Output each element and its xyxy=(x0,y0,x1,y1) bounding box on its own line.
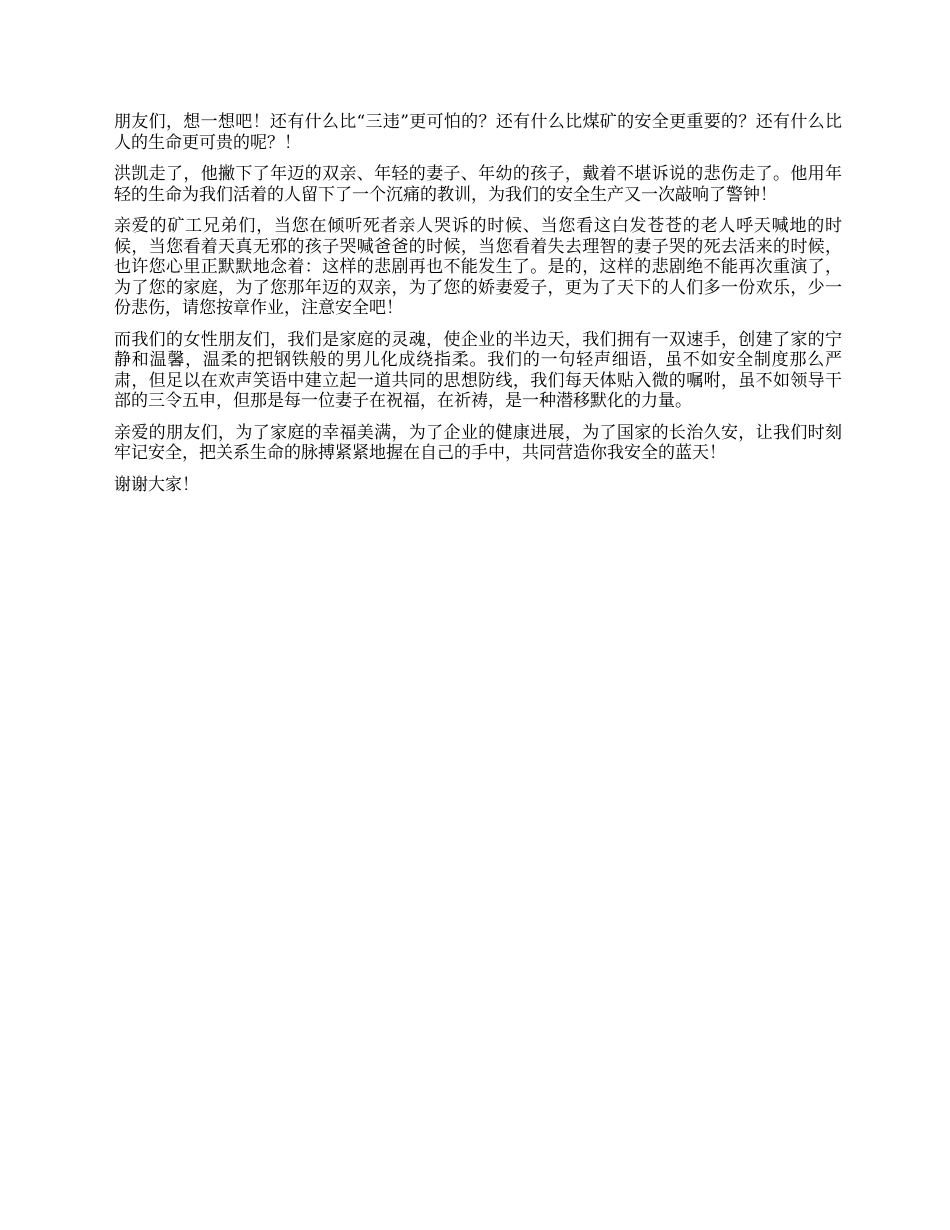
paragraph-3: 亲爱的矿工兄弟们，当您在倾听死者亲人哭诉的时候、当您看这白发苍苍的老人呼天喊地的时候，当您看着天真无邪的孩子哭喊爸爸的时候，当您看着失去理智的妻子哭的死去活来的时候，也许您心里正默默地念着：这样的悲剧再也不能发生了。是的，这样的悲剧绝不能再次重演了，为了您的家庭，为了您那年迈的双亲，为了您的娇妻爱子，更为了天下的人们多一份欢乐，少一份悲伤，请您按章作业，注意安全吧！ xyxy=(114,216,842,318)
paragraph-2: 洪凯走了，他撇下了年迈的双亲、年轻的妻子、年幼的孩子，戴着不堪诉说的悲伤走了。他用年轻的生命为我们活着的人留下了一个沉痛的教训，为我们的安全生产又一次敲响了警钟！ xyxy=(114,164,842,205)
paragraph-5: 亲爱的朋友们，为了家庭的幸福美满，为了企业的健康进展，为了国家的长治久安，让我们时刻牢记安全，把关系生命的脉搏紧紧地握在自己的手中，共同营造你我安全的蓝天！ xyxy=(114,422,842,463)
paragraph-6: 谢谢大家！ xyxy=(114,474,199,495)
paragraph-4: 而我们的女性朋友们，我们是家庭的灵魂，使企业的半边天，我们拥有一双速手，创建了家的宁静和温馨，温柔的把钢铁般的男儿化成绕指柔。我们的一句轻声细语，虽不如安全制度那么严肃，但足以在欢声笑语中建立起一道共同的思想防线，我们每天体贴入微的嘱咐，虽不如领导干部的三令五申，但那是每一位妻子在祝福，在祈祷，是一种潜移默化的力量。 xyxy=(114,329,842,411)
document-page xyxy=(114,112,842,506)
paragraph-1: 朋友们，想一想吧！还有什么比“三违”更可怕的？还有什么比煤矿的安全更重要的？还有什么比人的生命更可贵的呢？！ xyxy=(114,112,842,153)
